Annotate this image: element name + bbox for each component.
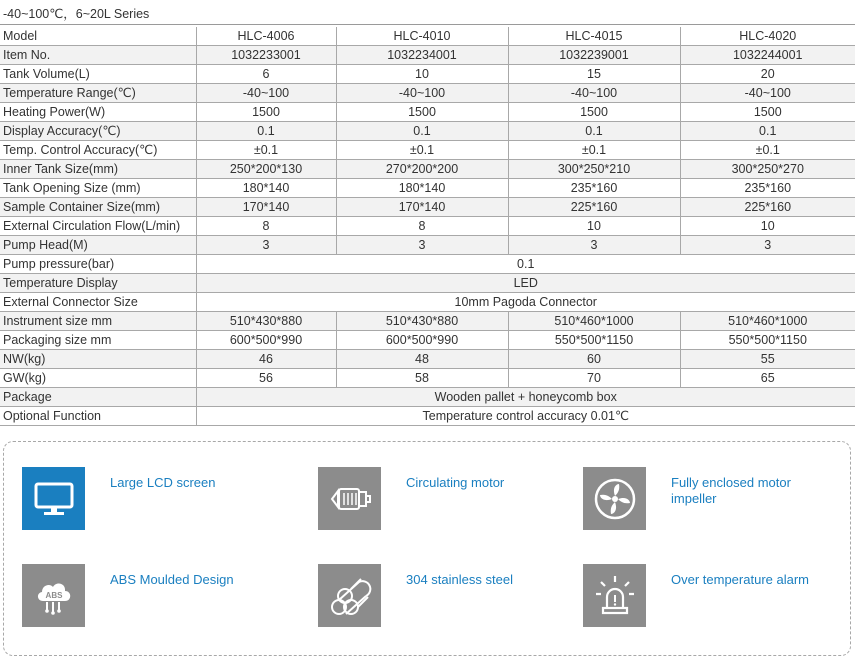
spec-table [0,27,855,426]
spec-value: 48 [336,350,508,369]
spec-value: 20 [680,65,855,84]
spec-value: 510*430*880 [336,312,508,331]
alarm-beacon-icon [583,564,646,627]
spec-row [0,217,855,236]
spec-row [0,274,855,293]
spec-label: Item No. [0,46,196,65]
spec-value: 56 [196,369,336,388]
spec-value: 1500 [508,103,680,122]
spec-row [0,27,855,46]
spec-value: 10 [508,217,680,236]
spec-row [0,84,855,103]
spec-value: 550*500*1150 [508,331,680,350]
spec-label: External Connector Size [0,293,196,312]
spec-value-shared: Wooden pallet + honeycomb box [196,388,855,407]
spec-row [0,388,855,407]
spec-row [0,179,855,198]
spec-row [0,236,855,255]
spec-value: ±0.1 [336,141,508,160]
svg-text:ABS: ABS [45,590,62,600]
spec-label: GW(kg) [0,369,196,388]
spec-label: Heating Power(W) [0,103,196,122]
spec-value: 600*500*990 [196,331,336,350]
spec-label: Package [0,388,196,407]
spec-row [0,103,855,122]
abs-cloud-icon [22,564,85,627]
spec-value: -40~100 [336,84,508,103]
spec-value: HLC-4006 [196,27,336,46]
feature-label: 304 stainless steel [406,572,513,587]
feature-label: ABS Moulded Design [110,572,234,587]
spec-value: 3 [680,236,855,255]
spec-row [0,350,855,369]
spec-row [0,160,855,179]
spec-value: 8 [196,217,336,236]
spec-value: 180*140 [336,179,508,198]
spec-value: HLC-4015 [508,27,680,46]
title-divider [0,24,855,25]
spec-label: Optional Function [0,407,196,426]
feature-label: Large LCD screen [110,475,216,490]
spec-value: 510*460*1000 [680,312,855,331]
spec-label: External Circulation Flow(L/min) [0,217,196,236]
spec-value: 170*140 [336,198,508,217]
spec-value: ±0.1 [508,141,680,160]
spec-value: 8 [336,217,508,236]
spec-value: ±0.1 [196,141,336,160]
spec-value: 550*500*1150 [680,331,855,350]
spec-value: 300*250*270 [680,160,855,179]
spec-value: 235*160 [508,179,680,198]
spec-label: Temperature Display [0,274,196,293]
spec-label: Display Accuracy(℃) [0,122,196,141]
spec-label: NW(kg) [0,350,196,369]
feature-label: Fully enclosed motor impeller [671,475,791,506]
feature-label: Circulating motor [406,475,505,490]
spec-label: Instrument size mm [0,312,196,331]
spec-value: -40~100 [196,84,336,103]
spec-value: 0.1 [196,122,336,141]
spec-value: 250*200*130 [196,160,336,179]
spec-label: Tank Opening Size (mm) [0,179,196,198]
spec-row [0,312,855,331]
feature-label: Over temperature alarm [671,572,809,587]
spec-row [0,407,855,426]
spec-row [0,293,855,312]
spec-value: 225*160 [508,198,680,217]
lcd-monitor-icon [22,467,85,530]
spec-value: ±0.1 [680,141,855,160]
spec-row [0,141,855,160]
spec-label: Temp. Control Accuracy(℃) [0,141,196,160]
spec-label: Temperature Range(℃) [0,84,196,103]
spec-value: 1032234001 [336,46,508,65]
spec-value: 510*460*1000 [508,312,680,331]
spec-row [0,331,855,350]
spec-value: 58 [336,369,508,388]
spec-value: -40~100 [508,84,680,103]
spec-label: Packaging size mm [0,331,196,350]
spec-row [0,369,855,388]
features-panel [3,441,851,656]
spec-value: 10 [336,65,508,84]
spec-label: Pump Head(M) [0,236,196,255]
spec-label: Tank Volume(L) [0,65,196,84]
spec-value: 270*200*200 [336,160,508,179]
spec-value: 10 [680,217,855,236]
spec-value: 1500 [336,103,508,122]
spec-value: 0.1 [680,122,855,141]
spec-value-shared: 0.1 [196,255,855,274]
impeller-fan-icon [583,467,646,530]
spec-row [0,122,855,141]
spec-value: 235*160 [680,179,855,198]
spec-value: HLC-4020 [680,27,855,46]
spec-value: 1032239001 [508,46,680,65]
spec-value-shared: 10mm Pagoda Connector [196,293,855,312]
spec-value: 15 [508,65,680,84]
spec-value: -40~100 [680,84,855,103]
series-title: -40~100℃，6~20L Series [3,7,150,21]
spec-label: Inner Tank Size(mm) [0,160,196,179]
spec-value: 225*160 [680,198,855,217]
spec-value: 55 [680,350,855,369]
spec-label: Model [0,27,196,46]
spec-row [0,65,855,84]
spec-value: 0.1 [508,122,680,141]
spec-value: 60 [508,350,680,369]
spec-value: 510*430*880 [196,312,336,331]
spec-value: 1032244001 [680,46,855,65]
spec-value: 600*500*990 [336,331,508,350]
spec-value: 3 [508,236,680,255]
spec-value: 46 [196,350,336,369]
spec-value: 0.1 [336,122,508,141]
spec-value: 70 [508,369,680,388]
steel-pipes-icon [318,564,381,627]
spec-value-shared: LED [196,274,855,293]
spec-value: HLC-4010 [336,27,508,46]
spec-value: 180*140 [196,179,336,198]
spec-value: 1500 [196,103,336,122]
spec-value: 3 [196,236,336,255]
spec-value: 300*250*210 [508,160,680,179]
spec-label: Sample Container Size(mm) [0,198,196,217]
spec-value: 1032233001 [196,46,336,65]
spec-value: 3 [336,236,508,255]
spec-row [0,198,855,217]
spec-value: 170*140 [196,198,336,217]
spec-value: 1500 [680,103,855,122]
spec-row [0,255,855,274]
spec-value: 6 [196,65,336,84]
circulating-motor-icon [318,467,381,530]
spec-label: Pump pressure(bar) [0,255,196,274]
spec-row [0,46,855,65]
spec-value: 65 [680,369,855,388]
spec-value-shared: Temperature control accuracy 0.01℃ [196,407,855,426]
